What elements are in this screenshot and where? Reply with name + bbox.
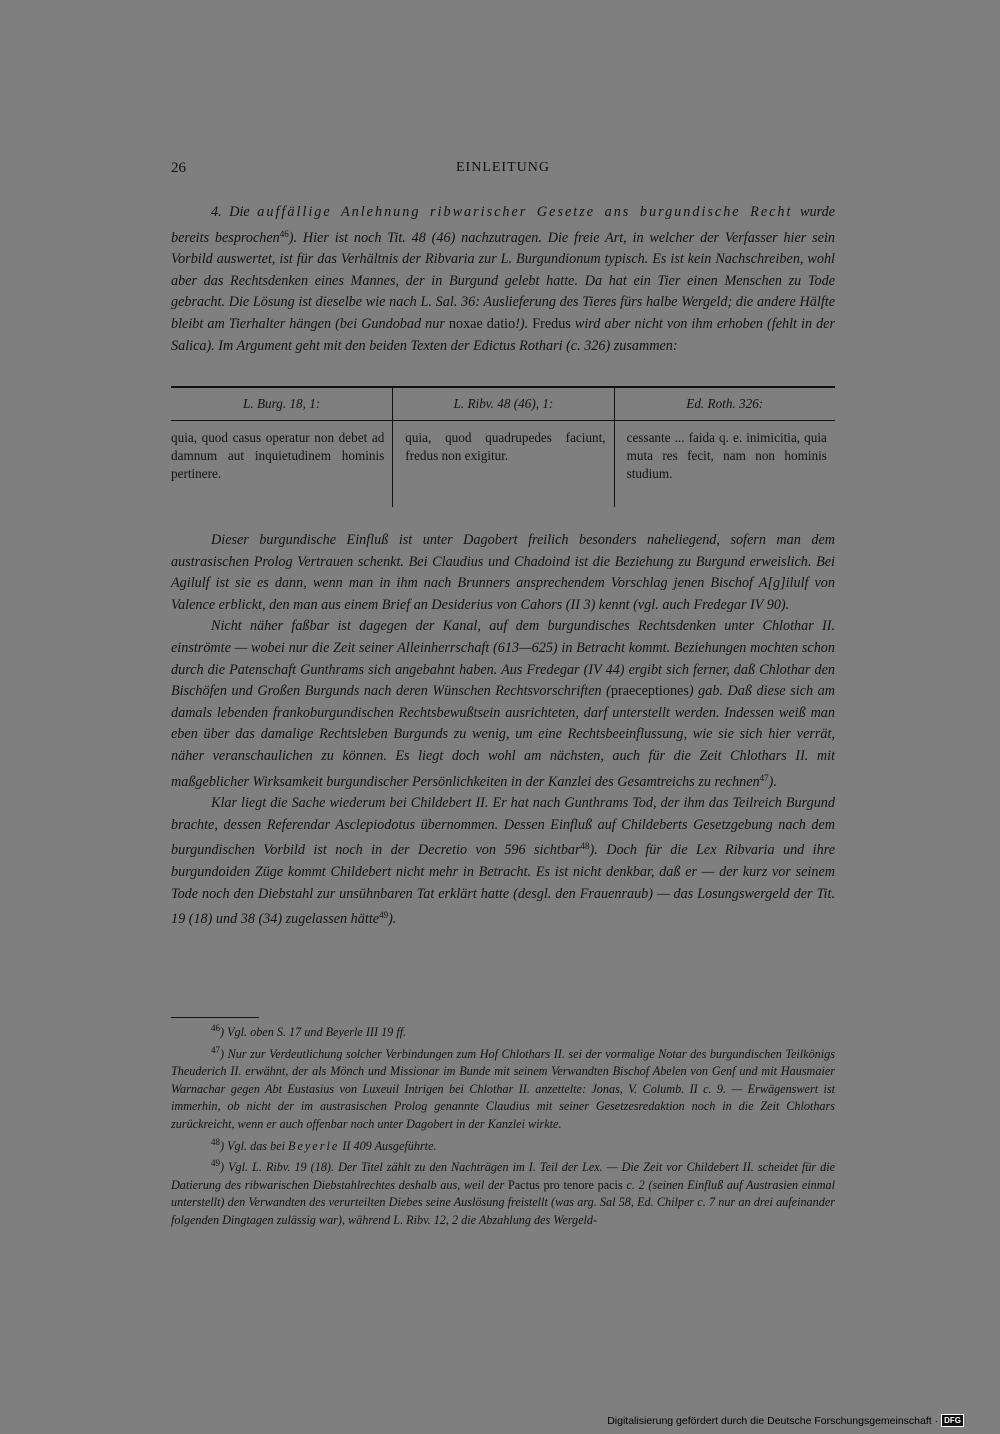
- table-header-cell: L. Burg. 18, 1:: [243, 396, 321, 411]
- footnote-text: ) Nur zur Verdeutlichung solcher Verbindungen zum Hof Chlothars II. sei der vormalige Notar des burgundischen Teilkönigs Theuderich II. erwähnt, der als Mönch und Missionar im Bunde mit seinem Verwandten Bischof Abelen von Genf und mit Hausmaier Warnachar gegen Abt Eustasius von Luxeuil Intrigen bei Chlothar II. anzettelte: Jonas, V. Columb. II c. 9. — Erwägenswert ist immerhin, ob nicht der im austrasischen Prolog genannte Claudius mit seiner Gesetzesredaktion noch in die Zeit Chlothars zurückreicht, wenn er auch offenbar noch unter Dagobert in der Kanzlei wirkte.: [171, 1046, 835, 1131]
- footnotes: [171, 1020, 835, 1230]
- footnote-text: c. 2 (seinen Einfluß auf Austrasien einmal unterstellt) den Verwandten des verurteilten Diebes seine Auslösung freistellt (was arg. Sal 58, Ed. Chilper c. 7 nur an drei aufeinander folgenden Dingtagen zulässig war), während L. Ribv. 12, 2 die Abzahlung des Wergeld-: [171, 1177, 835, 1227]
- footnote-number: 48: [211, 1136, 220, 1147]
- footnote-divider: [171, 1017, 259, 1018]
- table-cell: [392, 421, 613, 507]
- intro-text: wurde bereits besprochen: [171, 204, 835, 246]
- footnote-ref[interactable]: 48: [580, 841, 590, 852]
- paragraph-text: ).: [768, 773, 777, 790]
- latin-term: praeceptiones: [610, 683, 689, 700]
- footnote-number: 47: [211, 1044, 220, 1055]
- paragraph-text: Klar liegt die Sache wiederum bei Childebert II. Er hat nach Gunthrams Tod, der ihm das Teilreich Burgund brachte, dessen Referendar Asclepiodotus übernommen. Dessen Einfluß auf Childeberts Gesetzgebung nach dem burgundischen Vorbild ist noch in der Decretio von 596 sichtbar: [171, 795, 835, 859]
- page-number: 26: [171, 160, 186, 176]
- footnote-46: [171, 1020, 835, 1042]
- paragraph: [171, 616, 835, 793]
- footnote-text: ) Vgl. oben S. 17 und Beyerle III 19 ff.: [220, 1025, 407, 1039]
- intro-text: 4. Die: [211, 204, 258, 220]
- paragraph-text: Nicht näher faßbar ist dagegen der Kanal, auf dem burgundisches Rechtsdenken unter Chlothar II. einströmte — wobei nur die Zeit seiner Alleinherrschaft (613—625) in Betracht kommt. Beziehungen mochten schon durch die Patenschaft Gunthrams sich angebahnt haben. Aus Fredegar (IV 44) ergibt sich ferner, daß Chlothar den Bischöfen und Großen Burgunds nach deren Wünschen Rechtsvorschriften (: [171, 618, 835, 700]
- intro-text: wird aber nicht von ihm erhoben (fehlt in der Salica). Im Argument geht mit den beiden Texten der Edictus Rothari (c. 326) zusammen:: [171, 315, 835, 354]
- table-cell: [171, 421, 392, 507]
- paragraph-text: ).: [388, 911, 397, 928]
- digitization-credit[interactable]: [607, 1414, 964, 1427]
- footnote-number: 46: [211, 1023, 220, 1033]
- table-header-cell: Ed. Roth. 326:: [614, 388, 835, 420]
- footnote-ref[interactable]: 47: [759, 772, 769, 783]
- paragraph-text: ) gab. Daß diese sich am damals lebenden frankoburgundischen Rechtsbewußtsein ausrichteten, darf unterstellt werden. Indessen weiß man eben über das damalige Rechtsleben Burgunds zu wenig, um eine Rechtsbeeinflussung, wie sie sich hier verrät, näher veranschaulichen zu können. Es liegt doch wohl am nächsten, auch für die Zeit Chlothars II. mit maßgeblicher Wirksamkeit burgundischer Persönlichkeiten in der Kanzlei des Gesamtreichs zu rechnen: [171, 683, 835, 790]
- footnote-text: ) Vgl. das bei: [220, 1138, 289, 1153]
- table-cell-text: quia, quod quadrupedes faciunt, fredus non exigitur.: [405, 430, 606, 463]
- footnote-number: 49: [211, 1158, 220, 1169]
- credit-text: Digitalisierung gefördert durch die Deutsche Forschungsgemeinschaft ·: [607, 1414, 939, 1427]
- footnote-spaced-text: Beyerle: [288, 1138, 340, 1153]
- comparison-table: [171, 386, 835, 507]
- table-header-cell: L. Ribv. 48 (46), 1:: [392, 388, 613, 420]
- paragraph: Dieser burgundische Einfluß ist unter Dagobert freilich besonders naheliegend, sofern man dem austrasischen Prolog Vertrauen schenkt. Bei Claudius und Chadoind ist die Beziehung zu Burgund erweislich. Bei Agilulf ist sie es dann, wenn man in ihm nach Brunners ansprechendem Vorschlag jenen Bischof A[g]ilulf von Valence erblickt, den man aus einem Brief an Desiderius von Cahors (II 3) kennt (vgl. auch Fredegar IV 90).: [171, 532, 835, 613]
- latin-term: Pactus pro tenore pacis: [507, 1177, 623, 1192]
- table-header-row: [171, 388, 835, 421]
- intro-text: ). Hier ist noch Tit. 48 (46) nachzutragen. Die freie Art, in welcher der Verfasser hier sein Vorbild auswertet, ist für das Verhältnis der Ribvaria zur L. Burgundionum typisch. Es ist kein Nachschreiben, wohl aber das Rechtsdenken eines Mannes, der in Burgund gelebt hatte. Da hat ein Tier einen Menschen zu Tode gebracht. Die Lösung ist dieselbe wie nach L. Sal. 36: Auslieferung des Tieres fürs halbe Wergeld; die andere Hälfte bleibt am Tierhalter hängen (bei Gundobad nur: [171, 229, 835, 332]
- paragraph: [171, 793, 835, 931]
- footnote-text: ) Vgl. L. Ribv. 19 (18). Der Titel zählt zu den Nachträgen im I. Teil der Lex. — Die Zeit vor Childebert II. scheidet für die Datierung des ribwarischen Diebstahlrechtes deshalb aus, weil der: [171, 1160, 835, 1192]
- footnote-48: [171, 1134, 835, 1156]
- latin-term: Fredus: [532, 315, 571, 332]
- footnote-ref[interactable]: 46: [279, 228, 289, 239]
- footnote-47: [171, 1042, 835, 1134]
- intro-text: !).: [515, 315, 533, 332]
- main-text: [171, 530, 835, 931]
- table-cell-text: cessante ... faida q. e. inimicitia, quia muta res fecit, nam non hominis studium.: [626, 430, 827, 481]
- footnote-ref[interactable]: 49: [379, 910, 389, 921]
- page-header: [171, 160, 835, 182]
- footnote-49: [171, 1155, 835, 1229]
- table-row: [171, 421, 835, 507]
- dfg-logo-icon: DFG: [941, 1414, 964, 1427]
- paragraph-text: ). Doch für die Lex Ribvaria und ihre burgundoiden Züge kommt Childebert nicht mehr in Betracht. Es ist nicht denkbar, daß er — der kurz vor seinem Tode noch den Diebstahl zur unsühnbaren Tat erklärt hatte (desgl. den Frauenraub) — das Losungswergeld der Tit. 19 (18) und 38 (34) zugelassen hätte: [171, 842, 835, 928]
- table-cell-text: quia, quod casus operatur non debet ad damnum aut inquietudinem hominis pertinere.: [171, 430, 385, 481]
- intro-paragraph: [171, 202, 835, 357]
- intro-spaced-text: auffällige Anlehnung ribwarischer Gesetze ans burgundische Recht: [257, 204, 793, 220]
- latin-term: noxae datio: [448, 315, 516, 332]
- running-title: EINLEITUNG: [456, 160, 550, 175]
- footnote-text: II 409 Ausgeführte.: [339, 1138, 437, 1153]
- table-cell: [614, 421, 835, 507]
